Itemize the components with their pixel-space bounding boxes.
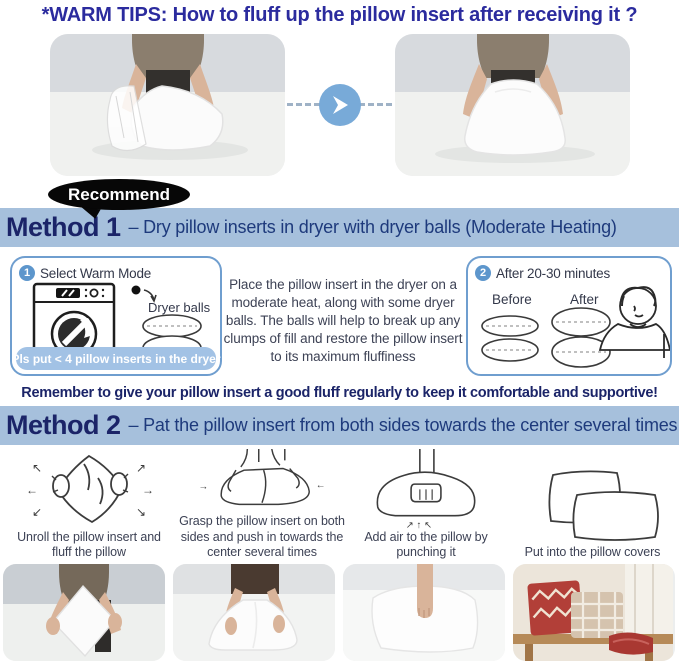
recommend-badge xyxy=(48,179,190,210)
method1-bar xyxy=(0,208,679,247)
step-punch-caption: Add air to the pillow by punching it xyxy=(364,529,488,560)
before-label: Before xyxy=(492,292,532,307)
step2-number-badge: 2 xyxy=(475,265,491,281)
method2-bar xyxy=(0,406,679,445)
dryer-ball-icon xyxy=(132,286,157,302)
photo-unroll-pillow xyxy=(3,564,165,661)
page-title: *WARM TIPS: How to fluff up the pillow insert after receiving it ? xyxy=(41,4,638,26)
before-pillows-icon xyxy=(482,316,538,361)
after-label: After xyxy=(570,292,599,307)
pillow-fluffed-illustration xyxy=(395,34,630,176)
washer-and-dryer-balls-illustration xyxy=(12,282,220,350)
method1-label: Method 1 xyxy=(6,212,121,242)
method2-description: – Pat the pillow insert from both sides towards the center several times xyxy=(128,415,678,435)
step-covers-caption: Put into the pillow covers xyxy=(524,545,661,560)
method2-label: Method 2 xyxy=(6,410,121,440)
washing-machine-icon xyxy=(34,284,114,350)
photo-punch-pillow xyxy=(343,564,505,661)
step-grasp-caption: Grasp the pillow insert on both sides and push in towards the center several times xyxy=(179,514,345,560)
recommend-badge-label: Recommend xyxy=(67,184,171,204)
step1-title: Select Warm Mode xyxy=(40,265,152,281)
pillow-covers-icon xyxy=(513,465,673,545)
step-punch xyxy=(346,449,506,561)
step-grasp xyxy=(178,449,346,561)
bottom-photo-strip xyxy=(3,564,676,661)
step-unroll xyxy=(0,449,178,561)
play-arrow-icon xyxy=(319,84,361,126)
before-after-illustration xyxy=(468,282,670,374)
reminder-text: Remember to give your pillow insert a good fluff regularly to keep it comfortable and supportive! xyxy=(21,385,658,401)
photo-pillow-fluffed xyxy=(395,34,630,176)
grasp-pillow-icon xyxy=(178,449,346,514)
svg-text:↙: ↙ xyxy=(32,504,43,519)
unroll-pillow-icon xyxy=(14,450,164,530)
step-unroll-caption: Unroll the pillow insert and fluff the pillow xyxy=(17,529,161,560)
svg-text:↗: ↗ xyxy=(136,460,147,475)
step1-number-badge: 1 xyxy=(19,265,35,281)
photo-decor-pillows xyxy=(513,564,675,661)
step2-box xyxy=(466,256,672,376)
pillows-in-dryer-icon xyxy=(143,315,201,350)
method2-steps-row xyxy=(0,449,679,561)
punch-arrows-icon: ↗ ↑ ↖ xyxy=(405,519,433,530)
step-covers xyxy=(506,449,679,561)
step1-header xyxy=(19,265,151,281)
after-pillows-icon xyxy=(552,308,610,367)
step1-note-bar xyxy=(11,347,221,370)
svg-text:←: ← xyxy=(26,482,38,497)
svg-text:→: → xyxy=(142,482,154,497)
punch-pillow-icon xyxy=(351,449,501,530)
method1-description: – Dry pillow inserts in dryer with dryer balls (Moderate Heating) xyxy=(128,217,617,237)
photo-pillow-in-bag xyxy=(50,34,285,176)
step1-box xyxy=(10,256,222,376)
photo-grasp-pillow xyxy=(173,564,335,661)
svg-text:↘: ↘ xyxy=(136,504,147,519)
step1-note-text: Pls put < 4 pillow inserts in the dryer xyxy=(11,351,221,366)
method1-paragraph: Place the pillow insert in the dryer on a moderate heat, along with some dryer balls. The balls will help to break up any clumps of fill and restore the pillow insert to its maximum fluffiness xyxy=(223,277,463,364)
pillow-in-bag-illustration xyxy=(50,34,285,176)
step2-title: After 20-30 minutes xyxy=(496,265,611,281)
dryer-balls-label: Dryer balls xyxy=(148,300,211,315)
svg-text:↖: ↖ xyxy=(32,460,43,475)
svg-text:→: → xyxy=(198,481,209,493)
step2-header xyxy=(475,265,610,281)
svg-text:←: ← xyxy=(315,480,326,492)
